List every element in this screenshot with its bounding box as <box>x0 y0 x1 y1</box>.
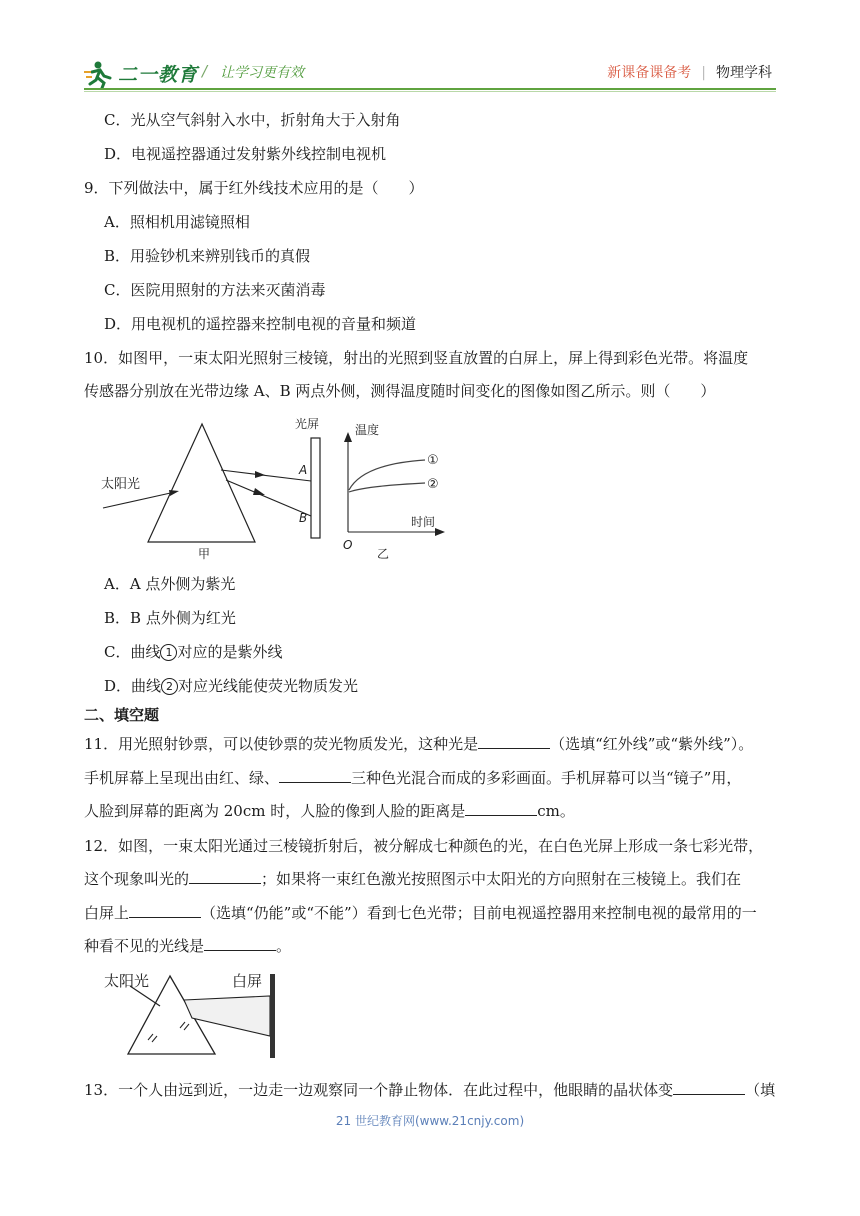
curve-1-marker: 1 <box>160 644 177 661</box>
header-subject: 物理学科 <box>716 65 772 81</box>
q12-fan-rays <box>184 996 270 1036</box>
time-axis-label: 时间 <box>411 515 436 529</box>
brand-name: 二一教育 <box>118 64 199 86</box>
q12-screen-label: 白屏 <box>232 972 263 990</box>
sun-label: 太阳光 <box>101 477 141 492</box>
q12-line2-text: 这个现象叫光的 <box>84 870 190 888</box>
q11-blank-1[interactable] <box>478 734 550 749</box>
prism-shape <box>148 424 255 542</box>
q12-blank-1[interactable] <box>189 869 261 884</box>
header-rule <box>84 88 776 90</box>
q12-prism-mark-2 <box>152 1036 157 1042</box>
q12-line2 <box>84 869 741 889</box>
q11-line3 <box>84 801 575 821</box>
screen-label: 光屏 <box>295 417 320 431</box>
ray-a <box>221 470 311 481</box>
q10-option-d-prefix: D．曲线 <box>104 677 162 695</box>
sun-ray-arrow-icon <box>169 490 179 496</box>
caption-yi: 乙 <box>377 547 390 561</box>
header-rule-thin <box>84 91 776 92</box>
q10-stem-line1: 10．如图甲，一束太阳光照射三棱镜，射出的光照到竖直放置的白屏上，屏上得到彩色光带。将温度 <box>84 349 749 367</box>
ray-a-arrow-icon <box>255 471 265 478</box>
q13-blank-1[interactable] <box>673 1080 745 1095</box>
q11-blank-2[interactable] <box>279 768 351 783</box>
point-a-label: A <box>299 463 308 477</box>
temp-axis-label: 温度 <box>355 423 380 437</box>
header-separator: | <box>701 65 706 81</box>
q12-line4 <box>84 936 291 956</box>
section-title: 二、填空题 <box>84 706 160 724</box>
q12-prism-mark-1 <box>148 1034 153 1040</box>
page-header <box>0 0 860 100</box>
q11-line1-tail: （选填“红外线”或“紫外线”）。 <box>550 735 754 753</box>
q9-option-a: A．照相机用滤镜照相 <box>104 213 250 231</box>
time-axis-arrow-icon <box>435 528 445 536</box>
q10-option-c-text: 对应的是紫外线 <box>177 643 283 661</box>
q9-option-d: D．用电视机的遥控器来控制电视的音量和频道 <box>104 315 417 333</box>
q12-prism-mark-3 <box>180 1022 185 1028</box>
q12-line3-text: 白屏上 <box>84 904 130 922</box>
origin-label: O <box>343 538 353 552</box>
curve-2-label: ② <box>427 477 439 492</box>
q13-line1-tail: （填 <box>745 1081 776 1099</box>
ray-b-arrow-icon <box>253 488 265 495</box>
q10-option-b: B．B 点外侧为红光 <box>104 609 236 627</box>
q11-line1 <box>84 734 753 754</box>
q12-white-screen <box>270 974 275 1058</box>
q10-figure <box>95 412 455 562</box>
q9-stem: 9．下列做法中，属于红外线技术应用的是（ ） <box>84 179 424 197</box>
q9-option-b: B．用验钞机来辨别钱币的真假 <box>104 247 311 265</box>
page-footer[interactable]: 21 世纪教育网(www.21cnjy.com) <box>335 1114 525 1128</box>
q11-line3-text: 人脸到屏幕的距离为 20cm 时，人脸的像到人脸的距离是 <box>84 802 466 820</box>
q12-blank-3[interactable] <box>204 936 276 951</box>
header-right <box>607 62 772 82</box>
q10-stem-line2: 传感器分别放在光带边缘 A、B 两点外侧，测得温度随时间变化的图像如图乙所示。则（ ） <box>84 382 716 400</box>
q11-line2-text: 手机屏幕上呈现出由红、绿、 <box>84 769 280 787</box>
q12-line4-text: 种看不见的光线是 <box>84 937 205 955</box>
q12-figure <box>100 966 300 1062</box>
q12-blank-2[interactable] <box>129 903 201 918</box>
q10-option-d-text: 对应光线能使荧光物质发光 <box>178 677 359 695</box>
point-b-label: B <box>299 511 308 525</box>
q8-option-d: D．电视遥控器通过发射紫外线控制电视机 <box>104 145 387 163</box>
q12-line3 <box>84 903 757 923</box>
q13-line1-text: 13．一个人由远到近，一边走一边观察同一个静止物体．在此过程中，他眼睛的晶状体变 <box>84 1081 674 1099</box>
q12-line2-tail: ；如果将一束红色激光按照图示中太阳光的方向照射在三棱镜上。我们在 <box>261 870 742 888</box>
temp-axis-arrow-icon <box>344 432 352 442</box>
q10-option-c-prefix: C．曲线 <box>104 643 161 661</box>
q10-option-c <box>104 642 283 662</box>
curve-1-label: ① <box>427 453 439 468</box>
header-tag: 新课备课备考 <box>607 65 692 81</box>
q12-line1: 12．如图，一束太阳光通过三棱镜折射后，被分解成七种颜色的光，在白色光屏上形成一条七彩光带， <box>84 837 764 855</box>
curve-2 <box>349 483 425 492</box>
light-screen <box>311 438 320 538</box>
q11-blank-3[interactable] <box>465 801 537 816</box>
q12-sun-label: 太阳光 <box>104 972 150 990</box>
q12-line4-tail: 。 <box>276 937 292 955</box>
brand-slogan: 让学习更有效 <box>220 65 304 81</box>
q11-line3-tail: cm。 <box>537 802 575 820</box>
q12-line3-tail: （选填“仍能”或“不能”）看到七色光带；目前电视遥控器用来控制电视的最常用的一 <box>201 904 757 922</box>
q10-option-d <box>104 676 358 696</box>
q8-option-c: C．光从空气斜射入水中，折射角大于入射角 <box>104 111 401 129</box>
caption-jia: 甲 <box>198 547 211 561</box>
q11-line2-tail: 三种色光混合而成的多彩画面。手机屏幕可以当“镜子”用， <box>351 769 742 787</box>
q11-line1-text: 11．用光照射钞票，可以使钞票的荧光物质发光，这种光是 <box>84 735 479 753</box>
header-slash: / <box>202 62 208 80</box>
q12-prism-mark-4 <box>184 1024 189 1030</box>
q13-line1 <box>84 1080 775 1100</box>
q9-option-c: C．医院用照射的方法来灭菌消毒 <box>104 281 326 299</box>
curve-2-marker: 2 <box>161 678 178 695</box>
q10-option-a: A．A 点外侧为紫光 <box>104 575 236 593</box>
q11-line2 <box>84 768 741 788</box>
